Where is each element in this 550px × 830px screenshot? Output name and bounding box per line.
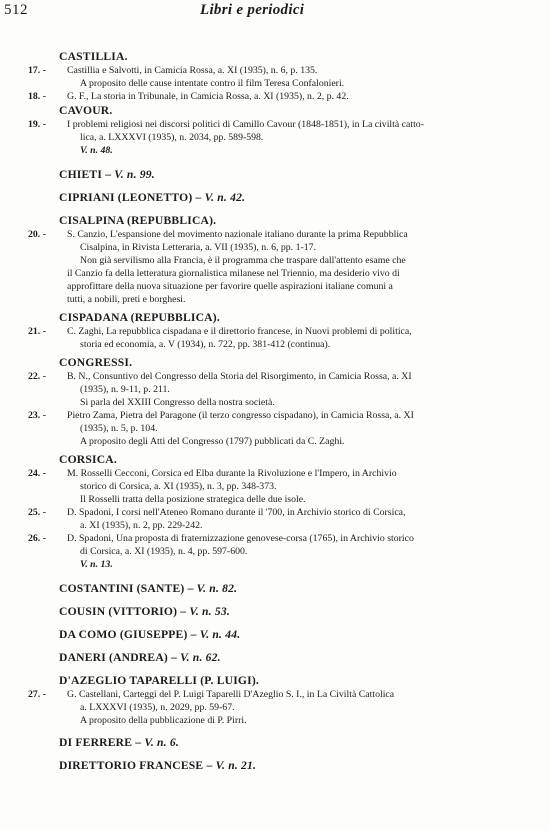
heading-cross-ref: V. n. 42. (204, 191, 246, 204)
entry-27 (28, 688, 528, 727)
entry-note: Si parla del XXIII Congresso della nostra società. (80, 397, 275, 408)
entry-17 (28, 64, 528, 90)
entry-21 (28, 325, 528, 351)
entry-citation: C. Zaghi, La repubblica cispadana e il direttorio francese, in Nuovi problemi di politica, (67, 326, 412, 337)
entry-number: 26. - (28, 533, 46, 544)
page-header (4, 2, 528, 24)
entry-note: A proposito delle cause intentate contro il film Teresa Confalonieri. (80, 78, 345, 89)
entry-number: 20. - (28, 229, 46, 240)
entry-citation-cont: di Corsica, a. XI (1935), n. 4, pp. 597-600. (80, 546, 248, 557)
entry-citation-cont: Cisalpina, in Rivista Letteraria, a. VII (1935), n. 6, pp. 1-17. (80, 242, 316, 253)
entry-citation-cont: storico di Corsica, a. XI (1935), n. 3, pp. 348-373. (80, 481, 277, 492)
entry-cross-ref: V. n. 48. (80, 145, 113, 156)
heading-text: DANERI (ANDREA) (59, 651, 168, 664)
entry-note: Il Rosselli tratta della posizione strategica delle due isole. (80, 494, 306, 505)
entry-number: 19. - (28, 119, 46, 130)
heading-cross-ref: V. n. 53. (189, 605, 230, 618)
heading-text: DA COMO (GIUSEPPE) (59, 628, 188, 641)
entry-number: 23. - (28, 410, 46, 421)
section-heading: D'AZEGLIO TAPARELLI (P. LUIGI). (59, 674, 260, 687)
section-heading: DA COMO (GIUSEPPE) – V. n. 44. (59, 628, 241, 641)
page-number: 512 (4, 2, 28, 18)
entry-number: 27. - (28, 689, 46, 700)
section-heading: CASTILLIA. (59, 50, 128, 63)
entry-note-line: il Canzio fa della letteratura giornalistica milanese nel Triennio, ma desiderio vivo di (67, 268, 400, 279)
entry-20 (28, 228, 528, 306)
entry-citation-cont: (1935), n. 9-11, p. 211. (80, 384, 170, 395)
entry-24 (28, 467, 528, 506)
section-heading: CISPADANA (REPUBBLICA). (59, 311, 220, 324)
section-heading: CORSICA. (59, 453, 117, 466)
entry-note: A proposito degli Atti del Congresso (1797) pubblicati da C. Zaghi. (80, 436, 345, 447)
entry-note: A proposito della pubblicazione di P. Pirri. (80, 715, 247, 726)
section-heading: CISALPINA (REPUBBLICA). (59, 214, 217, 227)
heading-cross-ref: V. n. 62. (180, 651, 221, 664)
section-heading: COUSIN (VITTORIO) – V. n. 53. (59, 605, 230, 618)
entry-citation-cont: a. LXXXVI (1935), n. 2029, pp. 59-67. (80, 702, 235, 713)
entry-number: 18. - (28, 91, 46, 102)
section-heading: DANERI (ANDREA) – V. n. 62. (59, 651, 221, 664)
heading-text: COSTANTINI (SANTE) (59, 582, 185, 595)
entry-number: 24. - (28, 468, 46, 479)
entry-citation-cont: storia ed economia, a. V (1934), n. 722, pp. 381-412 (continua). (80, 339, 331, 350)
entry-note-line: approfittare della nuova situazione per favorire quelle aspirazioni italiane comuni a (67, 281, 393, 292)
entry-citation-cont: lica, a. LXXXVI (1935), n. 2034, pp. 589-598. (80, 132, 264, 143)
section-heading: CHIETI – V. n. 99. (59, 168, 155, 181)
entry-citation-cont: (1935), n. 5, p. 104. (80, 423, 158, 434)
entry-citation: I problemi religiosi nei discorsi politici di Camillo Cavour (1848-1851), in La civiltà catto- (67, 119, 424, 130)
entry-number: 17. - (28, 65, 46, 76)
heading-text: DI FERRERE (59, 736, 133, 749)
entry-note-line: Non già servilismo alla Francia, è il programma che traspare dall'attento esame che (80, 255, 406, 266)
entry-19 (28, 118, 528, 157)
section-heading: CAVOUR. (59, 104, 113, 117)
entry-22 (28, 370, 528, 409)
entry-citation: D. Spadoni, I corsi nell'Ateneo Romano durante il '700, in Archivio storico di Corsica, (67, 507, 406, 518)
heading-text: CIPRIANI (LEONETTO) (59, 191, 193, 204)
heading-text: DIRETTORIO FRANCESE (59, 759, 204, 772)
bibliography-body (28, 49, 528, 773)
heading-text: CHIETI (59, 168, 103, 181)
section-heading: CONGRESSI. (59, 356, 133, 369)
running-title: Libri e periodici (200, 2, 305, 18)
heading-cross-ref: V. n. 21. (215, 759, 257, 772)
entry-citation: M. Rosselli Cecconi, Corsica ed Elba durante la Rivoluzione e l'Impero, in Archivio (67, 468, 397, 479)
entry-number: 21. - (28, 326, 46, 337)
section-heading: DI FERRERE – V. n. 6. (59, 736, 179, 749)
entry-citation: G. F., La storia in Tribunale, in Camicia Rossa, a. XI (1935), n. 2, p. 42. (67, 91, 349, 102)
entry-number: 25. - (28, 507, 46, 518)
section-heading: CIPRIANI (LEONETTO) – V. n. 42. (59, 191, 246, 204)
heading-cross-ref: V. n. 82. (196, 582, 238, 595)
heading-text: COUSIN (VITTORIO) (59, 605, 178, 618)
entry-note-line: tutti, a nobili, preti e borghesi. (67, 294, 186, 305)
section-heading: COSTANTINI (SANTE) – V. n. 82. (59, 582, 238, 595)
heading-cross-ref: V. n. 6. (144, 736, 179, 749)
entry-citation: B. N., Consuntivo del Congresso della Storia del Risorgimento, in Camicia Rossa, a. XI (67, 371, 412, 382)
entry-26 (28, 532, 528, 571)
heading-cross-ref: V. n. 99. (114, 168, 155, 181)
heading-cross-ref: V. n. 44. (199, 628, 241, 641)
entry-citation: D. Spadoni, Una proposta di fraternizzazione genovese-corsa (1765), in Archivio storico (67, 533, 414, 544)
entry-number: 22. - (28, 371, 46, 382)
entry-citation: G. Castellani, Carteggi del P. Luigi Taparelli D'Azeglio S. I., in La Civiltà Cattolica (67, 689, 395, 700)
section-heading: DIRETTORIO FRANCESE – V. n. 21. (59, 759, 257, 772)
entry-23 (28, 409, 528, 448)
entry-citation: Castillia e Salvotti, in Camicia Rossa, a. XI (1935), n. 6, p. 135. (67, 65, 318, 76)
entry-citation-cont: a. XI (1935), n. 2, pp. 229-242. (80, 520, 203, 531)
entry-citation: Pietro Zama, Pietra del Paragone (il terzo congresso cispadano), in Camicia Rossa, a. XI (67, 410, 414, 421)
entry-citation: S. Canzio, L'espansione del movimento nazionale italiano durante la prima Repubblica (67, 229, 408, 240)
entry-18 (28, 90, 528, 103)
entry-25 (28, 506, 528, 532)
entry-cross-ref: V. n. 13. (80, 559, 113, 570)
